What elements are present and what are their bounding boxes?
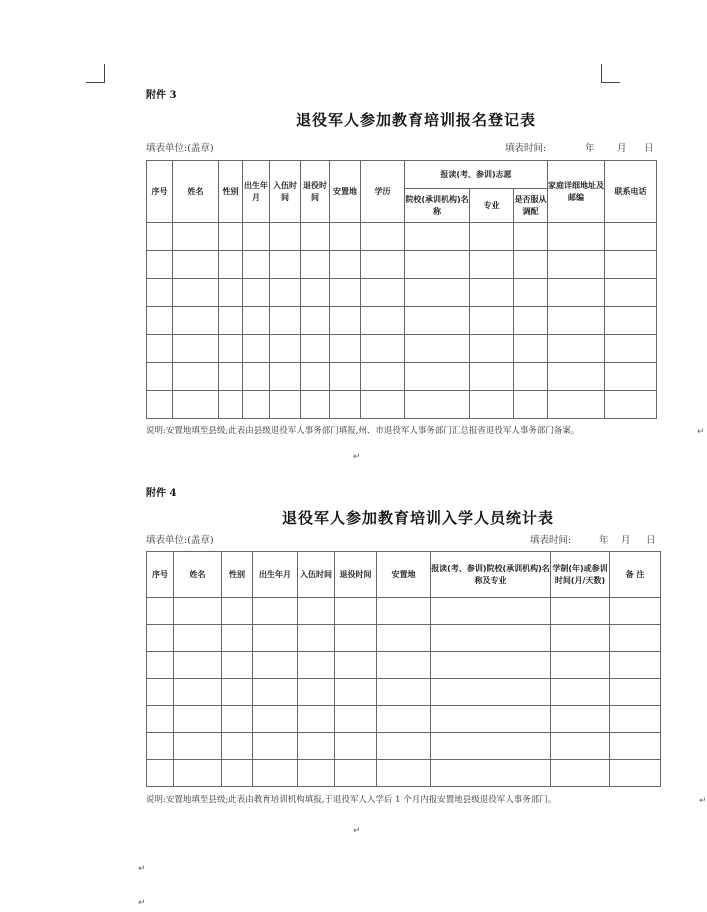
table-cell[interactable]: [377, 652, 431, 679]
table-cell[interactable]: [222, 625, 253, 652]
header-adjust: 是否服从调配: [514, 189, 548, 223]
header-education: 学历: [361, 161, 405, 223]
table-cell[interactable]: [405, 335, 470, 363]
table-cell[interactable]: [377, 733, 431, 760]
table-cell[interactable]: [298, 733, 335, 760]
header-seq: 序号: [147, 552, 174, 598]
table-cell[interactable]: [405, 223, 470, 251]
table-cell[interactable]: [548, 363, 605, 391]
table-cell[interactable]: [335, 625, 377, 652]
table-cell[interactable]: [219, 307, 243, 335]
table-cell[interactable]: [405, 251, 470, 279]
table-cell[interactable]: [301, 279, 330, 307]
table-cell[interactable]: [147, 363, 173, 391]
table-cell[interactable]: [514, 307, 548, 335]
attachment-3-year: 年: [585, 143, 595, 154]
table-cell[interactable]: [361, 223, 405, 251]
header-remarks: 备 注: [610, 552, 661, 598]
table-cell[interactable]: [335, 706, 377, 733]
table-cell[interactable]: [173, 307, 219, 335]
header-seq: 序号: [147, 161, 173, 223]
table-cell[interactable]: [405, 307, 470, 335]
table-cell[interactable]: [548, 223, 605, 251]
table-cell[interactable]: [330, 223, 361, 251]
table-cell[interactable]: [243, 223, 270, 251]
table-cell[interactable]: [335, 760, 377, 787]
attachment-4-title: 退役军人参加教育培训入学人员统计表: [282, 509, 555, 527]
attachment-4-unit: 填表单位:(盖章): [146, 535, 214, 546]
table-cell[interactable]: [605, 391, 657, 419]
table-cell[interactable]: [253, 760, 298, 787]
table-cell[interactable]: [174, 598, 222, 625]
table-cell[interactable]: [330, 363, 361, 391]
table-row: [147, 625, 661, 652]
table-cell[interactable]: [222, 706, 253, 733]
table-row: [147, 391, 657, 419]
header-name: 姓名: [173, 161, 219, 223]
table-cell[interactable]: [431, 625, 551, 652]
attachment-3-title: 退役军人参加教育培训报名登记表: [296, 111, 537, 129]
table-cell[interactable]: [610, 625, 661, 652]
table-cell[interactable]: [514, 363, 548, 391]
table-cell[interactable]: [605, 223, 657, 251]
table-cell[interactable]: [301, 307, 330, 335]
table-cell[interactable]: [605, 251, 657, 279]
header-name: 姓名: [174, 552, 222, 598]
table-cell[interactable]: [298, 652, 335, 679]
table-cell[interactable]: [610, 760, 661, 787]
paragraph-mark: ↵: [699, 796, 707, 806]
table-cell[interactable]: [174, 760, 222, 787]
table-cell[interactable]: [470, 251, 514, 279]
table-cell[interactable]: [270, 279, 301, 307]
table-cell[interactable]: [514, 223, 548, 251]
attachment-4-note: 说明:安置地填至县级;此表由教育培训机构填报,于退役军人入学后 1 个月内报安置地县级退役军人事务部门。: [146, 795, 557, 805]
paragraph-mark: ↵: [353, 452, 361, 462]
paragraph-mark: ↵: [697, 427, 705, 437]
table-cell[interactable]: [270, 251, 301, 279]
header-discharge: 退役时间: [335, 552, 377, 598]
table-cell[interactable]: [610, 652, 661, 679]
table-cell[interactable]: [253, 652, 298, 679]
table-cell[interactable]: [431, 733, 551, 760]
header-enlist: 入伍时间: [298, 552, 335, 598]
table-cell[interactable]: [551, 625, 610, 652]
table-cell[interactable]: [243, 307, 270, 335]
table-cell[interactable]: [610, 733, 661, 760]
table-cell[interactable]: [253, 706, 298, 733]
table-cell[interactable]: [173, 251, 219, 279]
table-cell[interactable]: [605, 279, 657, 307]
table-row: [147, 363, 657, 391]
table-cell[interactable]: [219, 251, 243, 279]
table-cell[interactable]: [335, 598, 377, 625]
table-cell[interactable]: [298, 706, 335, 733]
header-gender: 性别: [219, 161, 243, 223]
crop-mark-left: [86, 64, 105, 83]
header-phone: 联系电话: [605, 161, 657, 223]
header-birth: 出生年月: [243, 161, 270, 223]
table-cell[interactable]: [610, 598, 661, 625]
table-cell[interactable]: [253, 679, 298, 706]
table-cell[interactable]: [243, 335, 270, 363]
table-cell[interactable]: [431, 706, 551, 733]
table-cell[interactable]: [551, 598, 610, 625]
attachment-4-time-label: 填表时间:: [530, 535, 572, 546]
table-cell[interactable]: [270, 335, 301, 363]
table-row: [147, 251, 657, 279]
table-cell[interactable]: [243, 251, 270, 279]
table-row: [147, 706, 661, 733]
table-cell[interactable]: [605, 335, 657, 363]
table-cell[interactable]: [219, 279, 243, 307]
table-cell[interactable]: [147, 335, 173, 363]
table-cell[interactable]: [548, 279, 605, 307]
header-enlist: 入伍时间: [270, 161, 301, 223]
table-cell[interactable]: [514, 335, 548, 363]
table-cell[interactable]: [335, 679, 377, 706]
table-cell[interactable]: [470, 391, 514, 419]
table-cell[interactable]: [173, 363, 219, 391]
table-cell[interactable]: [222, 598, 253, 625]
table-cell[interactable]: [405, 391, 470, 419]
table-cell[interactable]: [377, 760, 431, 787]
table-cell[interactable]: [301, 335, 330, 363]
table-cell[interactable]: [361, 391, 405, 419]
table-cell[interactable]: [470, 335, 514, 363]
header-major: 专业: [470, 189, 514, 223]
table-cell[interactable]: [551, 706, 610, 733]
paragraph-mark: ↵: [353, 826, 361, 836]
table-cell[interactable]: [222, 679, 253, 706]
table-cell[interactable]: [298, 679, 335, 706]
table-cell[interactable]: [361, 251, 405, 279]
header-placement: 安置地: [330, 161, 361, 223]
table-cell[interactable]: [174, 706, 222, 733]
table-cell[interactable]: [431, 598, 551, 625]
table-cell[interactable]: [174, 679, 222, 706]
table-cell[interactable]: [605, 363, 657, 391]
table-cell[interactable]: [514, 251, 548, 279]
table-cell[interactable]: [147, 251, 173, 279]
table-cell[interactable]: [173, 335, 219, 363]
header-placement: 安置地: [377, 552, 431, 598]
table-cell[interactable]: [514, 279, 548, 307]
table-cell[interactable]: [147, 625, 174, 652]
table-row: [147, 307, 657, 335]
table-cell[interactable]: [377, 625, 431, 652]
attachment-3-day: 日: [644, 143, 654, 154]
table-cell[interactable]: [330, 335, 361, 363]
attachment-4-day: 日: [646, 535, 656, 546]
header-gender: 性别: [222, 552, 253, 598]
table-cell[interactable]: [174, 733, 222, 760]
crop-mark-right: [601, 64, 620, 83]
table-cell[interactable]: [173, 391, 219, 419]
attachment-3-label: 附件 3: [146, 90, 177, 101]
attachment-3-note: 说明:安置地填至县级;此表由县级退役军人事务部门填报,州、市退役军人事务部门汇总报省退役军人事务部门备案。: [146, 426, 580, 436]
attachment-4-year: 年: [599, 535, 609, 546]
paragraph-mark: ↵: [138, 864, 146, 874]
table-cell[interactable]: [219, 335, 243, 363]
table-cell[interactable]: [551, 733, 610, 760]
table-cell[interactable]: [298, 598, 335, 625]
paragraph-mark: ↵: [138, 898, 146, 908]
table-cell[interactable]: [431, 652, 551, 679]
table-cell[interactable]: [361, 335, 405, 363]
table-cell[interactable]: [610, 679, 661, 706]
table-cell[interactable]: [330, 251, 361, 279]
table-cell[interactable]: [147, 706, 174, 733]
table-cell[interactable]: [147, 733, 174, 760]
table-row: [147, 223, 657, 251]
attachment-3-month: 月: [617, 143, 627, 154]
table-cell[interactable]: [222, 760, 253, 787]
table-cell[interactable]: [219, 391, 243, 419]
table-row: [147, 679, 661, 706]
table-cell[interactable]: [377, 706, 431, 733]
table-cell[interactable]: [270, 307, 301, 335]
table-cell[interactable]: [610, 706, 661, 733]
table-cell[interactable]: [548, 335, 605, 363]
table-cell[interactable]: [253, 733, 298, 760]
table-cell[interactable]: [219, 363, 243, 391]
header-application: 报读(考、参训)志愿: [405, 161, 548, 189]
table-row: [147, 279, 657, 307]
table-cell[interactable]: [222, 652, 253, 679]
attachment-4-label: 附件 4: [146, 488, 177, 499]
table-cell[interactable]: [301, 223, 330, 251]
table-cell[interactable]: [270, 223, 301, 251]
table-cell[interactable]: [514, 391, 548, 419]
table-cell[interactable]: [147, 679, 174, 706]
table-cell[interactable]: [548, 391, 605, 419]
header-address: 家庭详细地址及邮编: [548, 161, 605, 223]
table-cell[interactable]: [243, 391, 270, 419]
table-cell[interactable]: [243, 363, 270, 391]
table-cell[interactable]: [377, 679, 431, 706]
table-cell[interactable]: [173, 279, 219, 307]
table-cell[interactable]: [301, 363, 330, 391]
header-duration: 学制(年)或参训时间(月/天数): [551, 552, 610, 598]
table-cell[interactable]: [470, 307, 514, 335]
table-cell[interactable]: [253, 598, 298, 625]
table-cell[interactable]: [219, 223, 243, 251]
table-row: [147, 652, 661, 679]
header-school-major: 报读(考、参训)院校(承训机构)名称及专业: [431, 552, 551, 598]
table-row: [147, 335, 657, 363]
table-cell[interactable]: [301, 251, 330, 279]
table-row: [147, 760, 661, 787]
table-cell[interactable]: [361, 279, 405, 307]
table-cell[interactable]: [173, 223, 219, 251]
table-cell[interactable]: [470, 223, 514, 251]
table-cell[interactable]: [147, 391, 173, 419]
table-cell[interactable]: [298, 760, 335, 787]
table-cell[interactable]: [551, 679, 610, 706]
table-cell[interactable]: [361, 307, 405, 335]
table-cell[interactable]: [361, 363, 405, 391]
table-cell[interactable]: [551, 652, 610, 679]
table-cell[interactable]: [174, 652, 222, 679]
table-cell[interactable]: [243, 279, 270, 307]
table-cell[interactable]: [147, 760, 174, 787]
table-cell[interactable]: [470, 363, 514, 391]
table-cell[interactable]: [147, 652, 174, 679]
table-cell[interactable]: [335, 733, 377, 760]
table-cell[interactable]: [222, 733, 253, 760]
attachment-3-time-label: 填表时间:: [505, 143, 547, 154]
table-cell[interactable]: [147, 223, 173, 251]
table-cell[interactable]: [270, 391, 301, 419]
table-cell[interactable]: [548, 251, 605, 279]
table-cell[interactable]: [551, 760, 610, 787]
table-row: [147, 598, 661, 625]
table-cell[interactable]: [431, 760, 551, 787]
table-cell[interactable]: [330, 391, 361, 419]
table-cell[interactable]: [377, 598, 431, 625]
table-cell[interactable]: [298, 625, 335, 652]
enrollment-table: [146, 551, 661, 787]
table-cell[interactable]: [405, 363, 470, 391]
header-birth: 出生年月: [253, 552, 298, 598]
table-cell[interactable]: [405, 279, 470, 307]
table-cell[interactable]: [605, 307, 657, 335]
table-cell[interactable]: [147, 279, 173, 307]
table-cell[interactable]: [330, 279, 361, 307]
table-cell[interactable]: [301, 391, 330, 419]
header-discharge: 退役时间: [301, 161, 330, 223]
table-cell[interactable]: [270, 363, 301, 391]
table-cell[interactable]: [147, 598, 174, 625]
attachment-4-month: 月: [621, 535, 631, 546]
table-cell[interactable]: [253, 625, 298, 652]
table-cell[interactable]: [548, 307, 605, 335]
attachment-3-unit: 填表单位:(盖章): [146, 143, 214, 154]
table-cell[interactable]: [470, 279, 514, 307]
table-cell[interactable]: [330, 307, 361, 335]
table-cell[interactable]: [147, 307, 173, 335]
table-cell[interactable]: [174, 625, 222, 652]
header-school: 院校(承训机构)名 称: [405, 189, 470, 223]
table-row: [147, 733, 661, 760]
table-cell[interactable]: [335, 652, 377, 679]
table-cell[interactable]: [431, 679, 551, 706]
registration-table: [146, 160, 657, 419]
